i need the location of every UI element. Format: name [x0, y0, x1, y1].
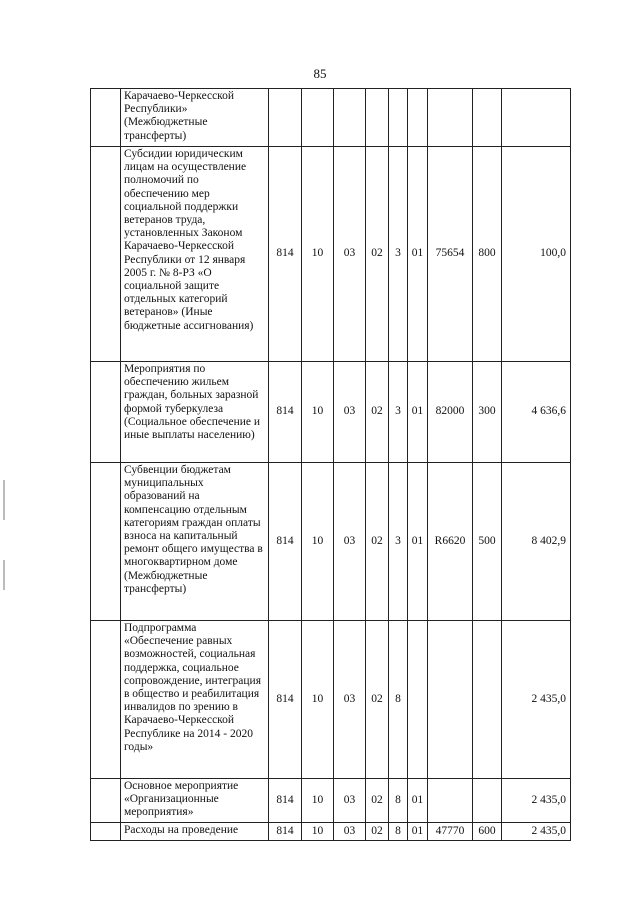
page-number: 85 [313, 66, 327, 81]
subprogram-code: 8 [389, 779, 408, 823]
program-code: 02 [366, 147, 389, 362]
section-code: 10 [302, 362, 334, 463]
subsection-code: 03 [334, 147, 366, 362]
section-code: 10 [302, 779, 334, 823]
program-code: 02 [366, 621, 389, 779]
row-name: Подпрограмма «Обеспечение равных возможностей, социальная поддержка, социальное сопровождение, интеграция в общество и реабилитация инвалидов по зрению в Карачаево-Черкесской Республике на 2014 - 2020 годы» [121, 621, 269, 779]
program-code [366, 89, 389, 147]
direction-code: 82000 [428, 362, 473, 463]
subsection-code: 03 [334, 823, 366, 841]
subprogram-code: 8 [389, 621, 408, 779]
table-row [91, 779, 571, 823]
direction-code [428, 779, 473, 823]
blank-cell [91, 362, 121, 463]
table-row [91, 89, 571, 147]
scan-speck [3, 480, 5, 520]
amount: 100,0 [502, 147, 571, 362]
expense-type-code [473, 89, 502, 147]
section-code: 10 [302, 463, 334, 621]
expense-type-code [473, 779, 502, 823]
table-body [91, 89, 571, 841]
row-name: Субсидии юридическим лицам на осуществление полномочий по обеспечению мер социальной поддержки ветеранов труда, установленных Законом Карачаево-Черкесской Республики от 12 января 2005 г. № 8-РЗ «О социальной защите отдельных категорий ветеранов» (Иные бюджетные ассигнования) [121, 147, 269, 362]
table-row [91, 463, 571, 621]
section-code: 10 [302, 147, 334, 362]
direction-code: 75654 [428, 147, 473, 362]
blank-cell [91, 779, 121, 823]
event-code [408, 89, 428, 147]
ministry-code: 814 [269, 621, 302, 779]
direction-code [428, 89, 473, 147]
ministry-code: 814 [269, 823, 302, 841]
direction-code: R6620 [428, 463, 473, 621]
row-name: Основное мероприятие «Организационные мероприятия» [121, 779, 269, 823]
subsection-code: 03 [334, 621, 366, 779]
blank-cell [91, 463, 121, 621]
program-code: 02 [366, 779, 389, 823]
amount [502, 89, 571, 147]
ministry-code: 814 [269, 147, 302, 362]
event-code: 01 [408, 463, 428, 621]
subprogram-code: 3 [389, 463, 408, 621]
expense-type-code [473, 621, 502, 779]
section-code [302, 89, 334, 147]
event-code: 01 [408, 823, 428, 841]
program-code: 02 [366, 823, 389, 841]
direction-code: 47770 [428, 823, 473, 841]
subprogram-code [389, 89, 408, 147]
subprogram-code: 3 [389, 362, 408, 463]
ministry-code: 814 [269, 362, 302, 463]
program-code: 02 [366, 463, 389, 621]
expense-type-code: 600 [473, 823, 502, 841]
table-row [91, 823, 571, 841]
ministry-code [269, 89, 302, 147]
blank-cell [91, 621, 121, 779]
subsection-code [334, 89, 366, 147]
expense-type-code: 800 [473, 147, 502, 362]
event-code: 01 [408, 147, 428, 362]
event-code: 01 [408, 779, 428, 823]
expense-type-code: 300 [473, 362, 502, 463]
subprogram-code: 8 [389, 823, 408, 841]
row-name: Субвенции бюджетам муниципальных образований на компенсацию отдельным категориям граждан оплаты взноса на капитальный ремонт общего имущества в многоквартирном доме (Межбюджетные трансферты) [121, 463, 269, 621]
row-name: Карачаево-Черкесской Республики» (Межбюджетные трансферты) [121, 89, 269, 147]
ministry-code: 814 [269, 779, 302, 823]
subprogram-code: 3 [389, 147, 408, 362]
ministry-code: 814 [269, 463, 302, 621]
amount: 2 435,0 [502, 779, 571, 823]
expense-type-code: 500 [473, 463, 502, 621]
amount: 8 402,9 [502, 463, 571, 621]
direction-code [428, 621, 473, 779]
amount: 4 636,6 [502, 362, 571, 463]
section-code: 10 [302, 823, 334, 841]
blank-cell [91, 89, 121, 147]
subsection-code: 03 [334, 779, 366, 823]
row-name: Расходы на проведение [121, 823, 269, 841]
subsection-code: 03 [334, 463, 366, 621]
row-name: Мероприятия по обеспечению жильем граждан, больных заразной формой туберкулеза (Социальное обеспечение и иные выплаты населению) [121, 362, 269, 463]
amount: 2 435,0 [502, 823, 571, 841]
table-row [91, 362, 571, 463]
blank-cell [91, 823, 121, 841]
event-code [408, 621, 428, 779]
program-code: 02 [366, 362, 389, 463]
amount: 2 435,0 [502, 621, 571, 779]
event-code: 01 [408, 362, 428, 463]
subsection-code: 03 [334, 362, 366, 463]
blank-cell [91, 147, 121, 362]
scan-speck [3, 560, 5, 590]
budget-table [90, 88, 571, 841]
table-row [91, 621, 571, 779]
table-row [91, 147, 571, 362]
section-code: 10 [302, 621, 334, 779]
